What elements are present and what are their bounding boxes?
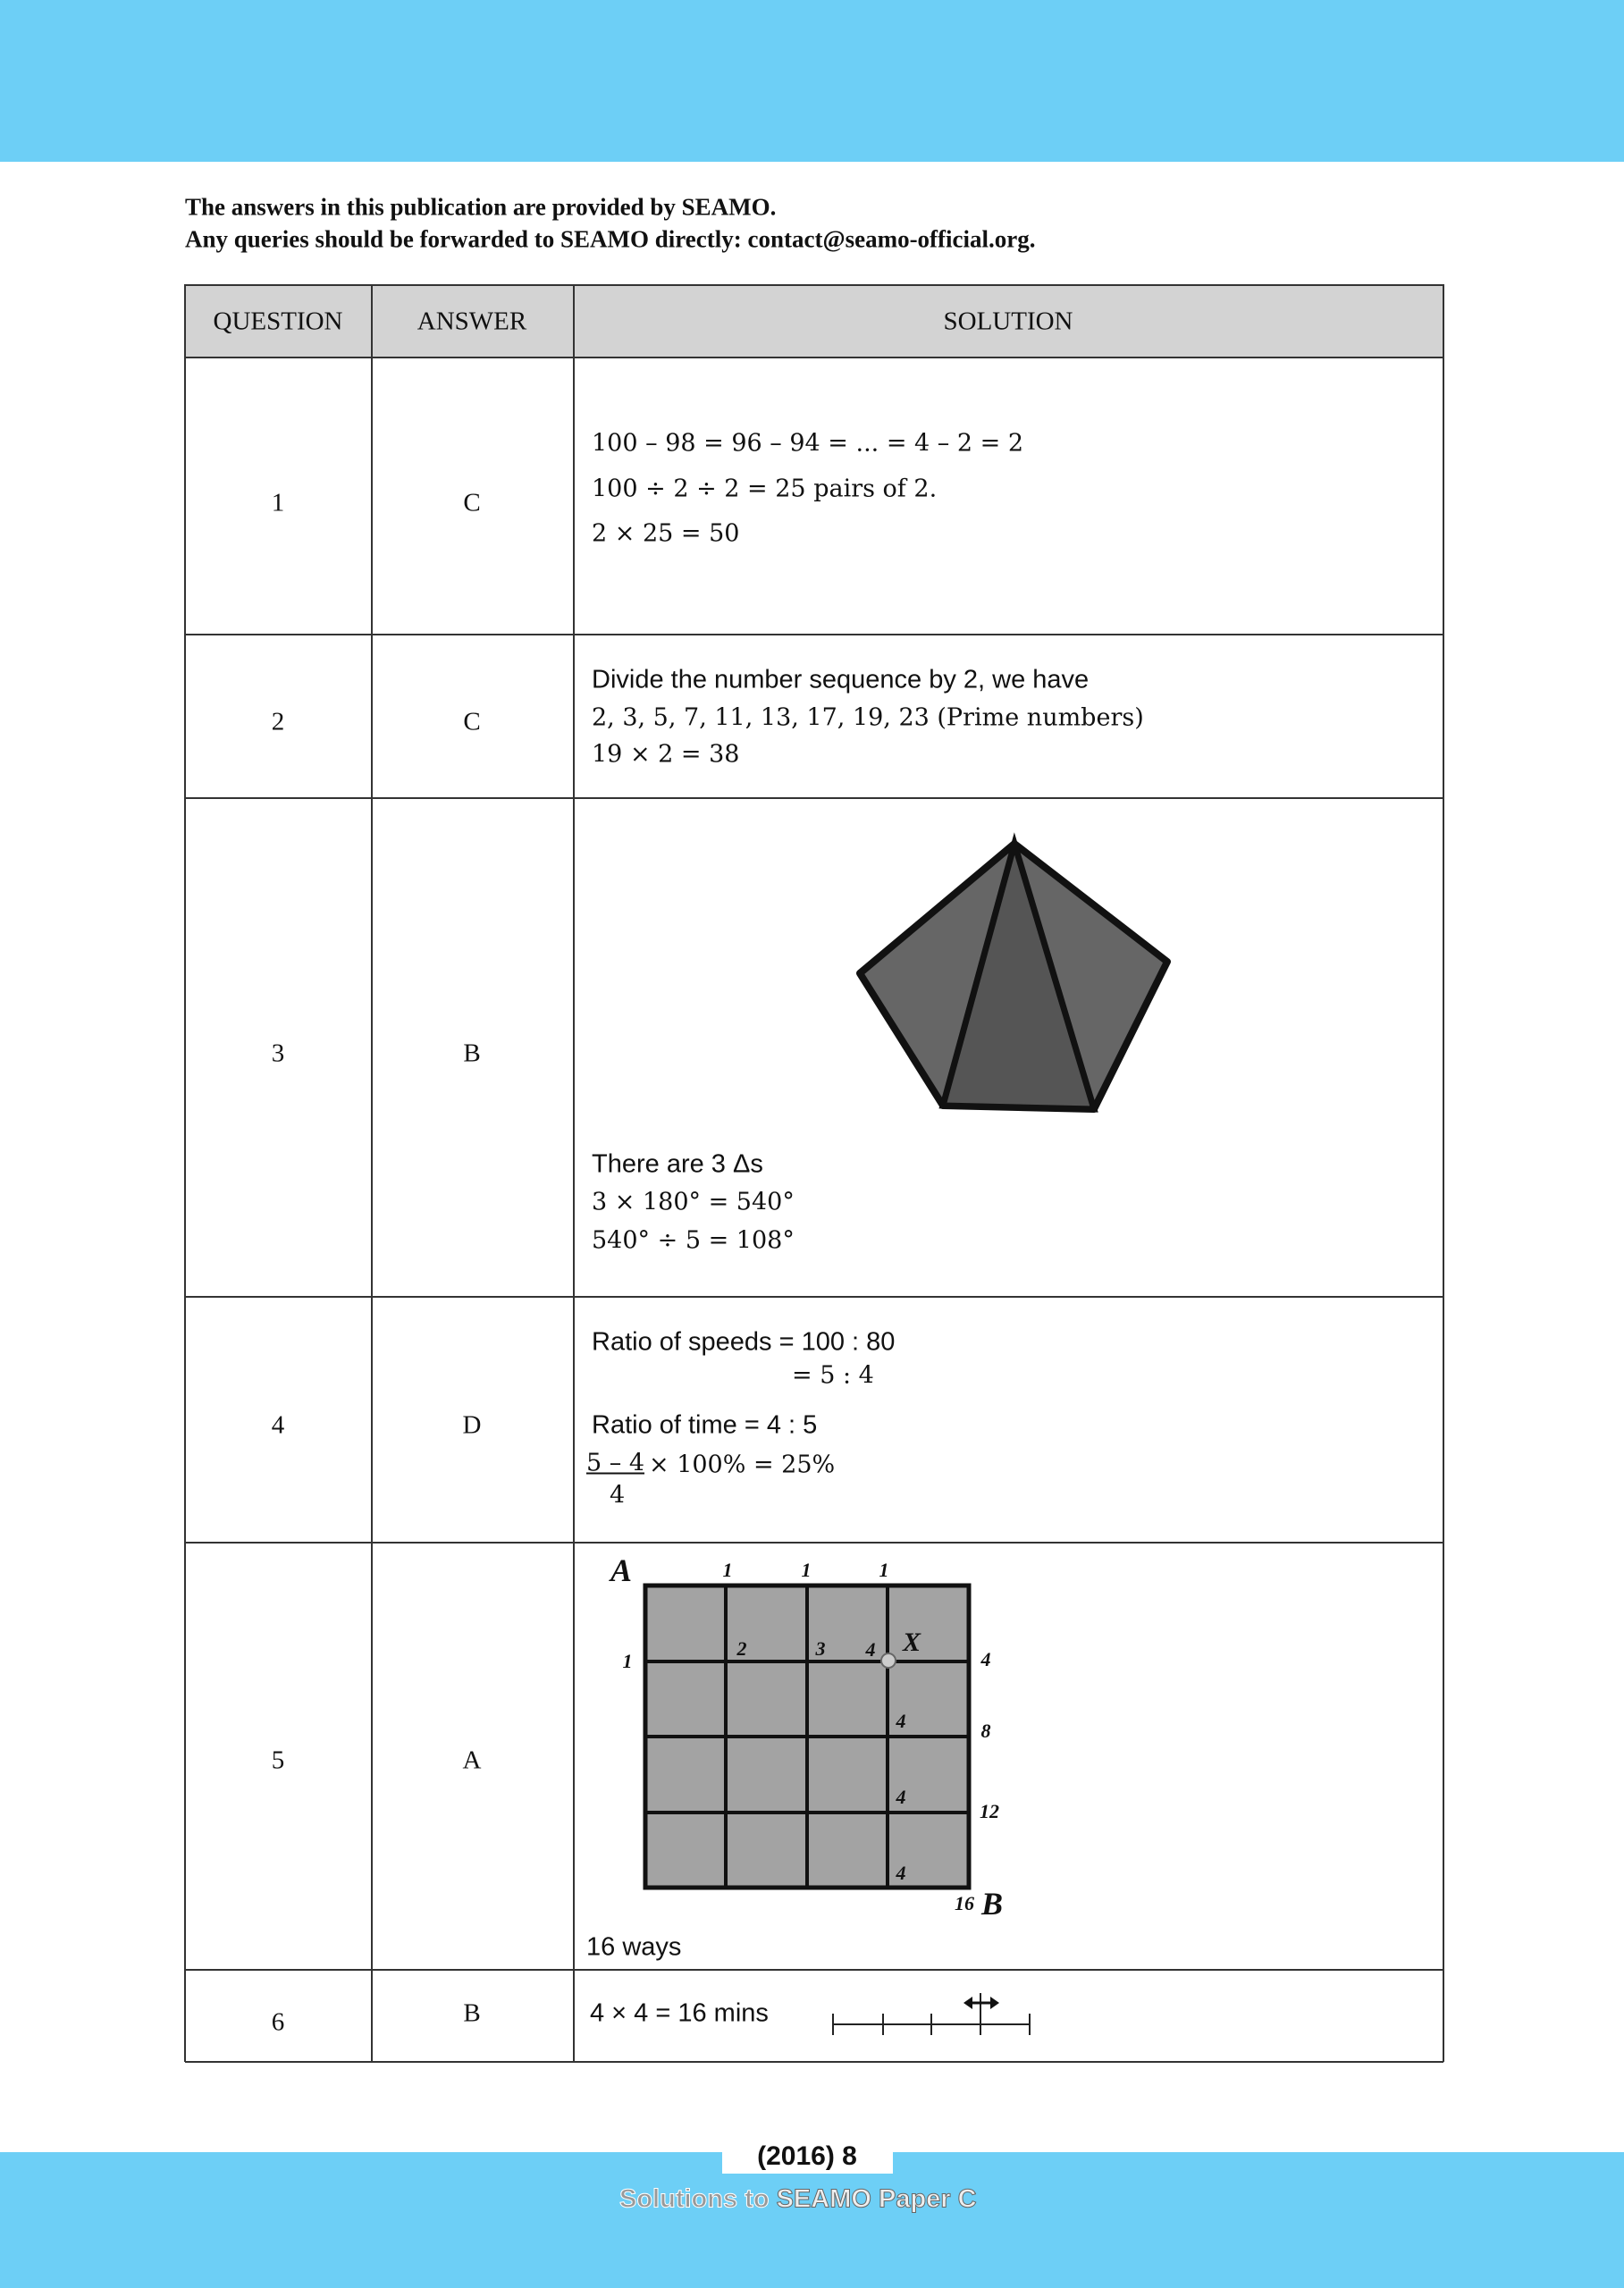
answer: C (463, 707, 481, 736)
solution-line: 4 × 4 = 16 mins (590, 1998, 769, 2028)
question-number: 1 (271, 488, 285, 517)
grid-count: 4 (896, 1862, 906, 1884)
solution-line: There are 3 Δs (592, 1149, 763, 1179)
point-a-label: A (610, 1552, 633, 1588)
solution-line: 100 – 98 = 96 – 94 = ... = 4 – 2 = 2 (592, 429, 1024, 458)
question-number: 2 (271, 707, 285, 736)
solution-line: 2, 3, 5, 7, 11, 13, 17, 19, 23 (Prime numbers) (592, 703, 1144, 732)
solution-line: 100 ÷ 2 ÷ 2 = 25 pairs of 2. (592, 475, 938, 503)
solution-line: 19 × 2 = 38 (592, 740, 740, 769)
solution-line: 16 ways (586, 1932, 682, 1962)
solution-line: = 5 : 4 (792, 1361, 874, 1390)
grid-count: 4 (896, 1710, 906, 1732)
grid-count: 4 (896, 1786, 906, 1808)
header-answer: ANSWER (417, 307, 527, 336)
grid-count: 1 (879, 1559, 889, 1581)
notice-line-2: Any queries should be forwarded to SEAMO directly: contact@seamo-official.org. (185, 225, 1036, 253)
answer: C (463, 488, 481, 517)
grid-count: 4 (980, 1648, 991, 1670)
solution-line: 2 × 25 = 50 (592, 519, 740, 548)
solution-line: 540° ÷ 5 = 108° (592, 1226, 795, 1255)
solution-line: Divide the number sequence by 2, we have (592, 665, 1090, 694)
question-number: 5 (271, 1745, 285, 1775)
header-solution: SOLUTION (943, 307, 1073, 336)
answer: B (463, 1998, 481, 2028)
point-b-label: B (980, 1886, 1004, 1922)
grid-count: 8 (980, 1720, 991, 1742)
grid-count: 1 (622, 1650, 633, 1672)
fraction-denominator: 4 (610, 1481, 626, 1510)
question-number: 3 (271, 1039, 285, 1068)
page-number: (2016) 8 (757, 2141, 857, 2171)
notice-line-1: The answers in this publication are provided by SEAMO. (185, 193, 777, 221)
footer-title-a: Solutions to (619, 2184, 777, 2214)
grid-count: 1 (801, 1559, 812, 1581)
solution-line: × 100% = 25% (649, 1451, 836, 1479)
solution-line: 3 × 180° = 540° (592, 1188, 795, 1216)
grid-count: 16 (955, 1892, 974, 1914)
point-x-label: X (902, 1628, 921, 1657)
answer: D (462, 1410, 482, 1440)
grid-count: 12 (980, 1800, 999, 1822)
answer: B (463, 1039, 481, 1068)
grid-count: 1 (722, 1559, 733, 1581)
grid-count: 3 (815, 1637, 826, 1660)
grid-count: 4 (865, 1638, 876, 1661)
question-number: 6 (271, 2007, 285, 2037)
footer-title (619, 2185, 977, 2215)
grid-count: 2 (736, 1637, 747, 1660)
solution-line: Ratio of time = 4 : 5 (592, 1410, 818, 1440)
header-question: QUESTION (213, 307, 343, 336)
question-number: 4 (271, 1410, 285, 1440)
answer: A (462, 1745, 482, 1775)
fraction-numerator: 5 – 4 (586, 1449, 645, 1477)
footer-title-b: SEAMO Paper C (776, 2184, 977, 2214)
solution-line: Ratio of speeds = 100 : 80 (592, 1327, 896, 1357)
